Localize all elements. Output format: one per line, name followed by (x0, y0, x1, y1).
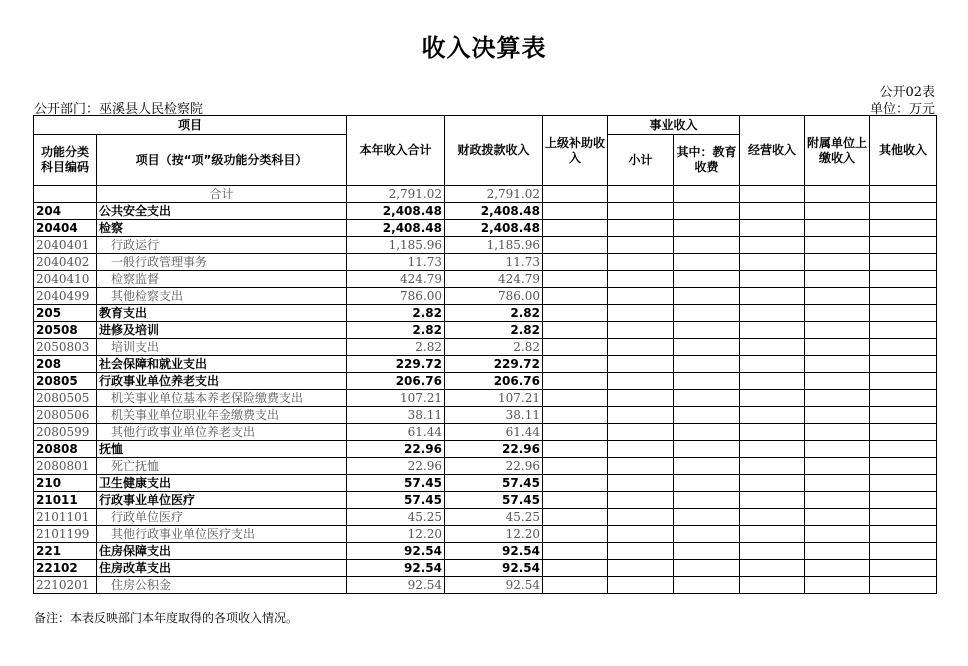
table-row (34, 339, 937, 356)
empty-cell (608, 271, 674, 288)
empty-cell (870, 237, 937, 254)
empty-cell (870, 390, 937, 407)
table-row (34, 356, 937, 373)
empty-cell (805, 492, 870, 509)
empty-cell (870, 254, 937, 271)
empty-cell (543, 526, 608, 543)
row-code: 221 (34, 543, 97, 560)
table-row (34, 441, 937, 458)
empty-cell (740, 407, 805, 424)
empty-cell (543, 475, 608, 492)
row-total-income: 2.82 (347, 322, 445, 339)
empty-cell (543, 543, 608, 560)
empty-cell (870, 475, 937, 492)
empty-cell (740, 441, 805, 458)
empty-cell (608, 560, 674, 577)
empty-cell (805, 373, 870, 390)
empty-cell (543, 424, 608, 441)
table-row (34, 577, 937, 594)
empty-cell (740, 475, 805, 492)
department-label: 公开部门：巫溪县人民检察院 (34, 102, 204, 117)
row-name: 机关事业单位职业年金缴费支出 (97, 407, 347, 424)
table-row (34, 322, 937, 339)
row-name: 住房公积金 (97, 577, 347, 594)
empty-cell (805, 560, 870, 577)
empty-cell (805, 271, 870, 288)
empty-cell (740, 390, 805, 407)
empty-cell (543, 407, 608, 424)
empty-cell (608, 339, 674, 356)
row-fiscal: 92.54 (445, 543, 543, 560)
page-title: 收入决算表 (421, 34, 547, 62)
empty-cell (740, 577, 805, 594)
empty-cell (870, 339, 937, 356)
empty-cell (543, 271, 608, 288)
header-fiscal: 财政拨款收入 (445, 116, 543, 186)
row-code: 2050803 (34, 339, 97, 356)
header-upper-subsidy: 上级补助收入 (543, 116, 608, 186)
empty-cell (870, 441, 937, 458)
empty-cell (543, 373, 608, 390)
table-row (34, 424, 937, 441)
row-total-income: 57.45 (347, 475, 445, 492)
empty-cell (674, 237, 740, 254)
row-total-income: 2,408.48 (347, 203, 445, 220)
row-total-income: 38.11 (347, 407, 445, 424)
empty-cell (740, 237, 805, 254)
row-total-income: 57.45 (347, 492, 445, 509)
row-code: 2080505 (34, 390, 97, 407)
empty-cell (608, 492, 674, 509)
empty-cell (805, 441, 870, 458)
row-name: 行政运行 (97, 237, 347, 254)
row-total-income: 22.96 (347, 458, 445, 475)
empty-cell (870, 220, 937, 237)
empty-cell (740, 305, 805, 322)
empty-cell (543, 237, 608, 254)
empty-cell (870, 577, 937, 594)
empty-cell (608, 220, 674, 237)
header-edu-fee: 其中：教育收费 (674, 135, 740, 186)
row-fiscal: 57.45 (445, 492, 543, 509)
empty-cell (674, 560, 740, 577)
row-total-income: 206.76 (347, 373, 445, 390)
empty-cell (805, 339, 870, 356)
row-code: 2101101 (34, 509, 97, 526)
empty-cell (543, 254, 608, 271)
row-code: 21011 (34, 492, 97, 509)
row-code: 2040402 (34, 254, 97, 271)
footnote: 备注：本表反映部门本年度取得的各项收入情况。 (34, 611, 299, 625)
empty-cell (870, 288, 937, 305)
empty-cell (870, 356, 937, 373)
table-row (34, 475, 937, 492)
empty-cell (674, 203, 740, 220)
table-row (34, 407, 937, 424)
row-total-income: 61.44 (347, 424, 445, 441)
row-name: 其他检察支出 (97, 288, 347, 305)
table-row (34, 543, 937, 560)
row-name: 抚恤 (97, 441, 347, 458)
row-code: 205 (34, 305, 97, 322)
empty-cell (674, 339, 740, 356)
empty-cell (543, 390, 608, 407)
table-row (34, 492, 937, 509)
row-total-income: 92.54 (347, 577, 445, 594)
row-total-income: 2.82 (347, 305, 445, 322)
row-fiscal: 206.76 (445, 373, 543, 390)
empty-cell (870, 543, 937, 560)
header-item-name: 项目（按“项”级功能分类科目） (97, 135, 347, 186)
row-code: 20808 (34, 441, 97, 458)
row-name: 检察 (97, 220, 347, 237)
empty-cell (608, 424, 674, 441)
row-total-income: 2,408.48 (347, 220, 445, 237)
empty-cell (870, 407, 937, 424)
empty-cell (608, 288, 674, 305)
row-fiscal: 107.21 (445, 390, 543, 407)
row-name: 社会保障和就业支出 (97, 356, 347, 373)
empty-cell (674, 322, 740, 339)
row-code: 208 (34, 356, 97, 373)
empty-cell (870, 373, 937, 390)
row-fiscal: 1,185.96 (445, 237, 543, 254)
empty-cell (870, 526, 937, 543)
row-total-income: 229.72 (347, 356, 445, 373)
total-fiscal-value: 2,791.02 (445, 186, 543, 203)
form-number: 公开02表 (879, 85, 935, 100)
empty-cell (805, 220, 870, 237)
row-fiscal: 61.44 (445, 424, 543, 441)
row-name: 机关事业单位基本养老保险缴费支出 (97, 390, 347, 407)
empty-cell (608, 390, 674, 407)
unit-label: 单位：万元 (869, 102, 935, 117)
empty-cell (543, 288, 608, 305)
table-row (34, 458, 937, 475)
empty-cell (870, 458, 937, 475)
row-name: 一般行政管理事务 (97, 254, 347, 271)
empty-cell (608, 237, 674, 254)
empty-cell (740, 458, 805, 475)
empty-cell (805, 407, 870, 424)
header-affiliate: 附属单位上缴收入 (805, 116, 870, 186)
table-row (34, 305, 937, 322)
empty-cell (805, 254, 870, 271)
empty-cell (805, 203, 870, 220)
table-row (34, 254, 937, 271)
total-label: 合计 (97, 186, 347, 203)
row-code: 22102 (34, 560, 97, 577)
empty-cell (805, 458, 870, 475)
row-code: 2080506 (34, 407, 97, 424)
empty-cell (870, 271, 937, 288)
total-income-value: 2,791.02 (347, 186, 445, 203)
table-row (34, 373, 937, 390)
header-career-income: 事业收入 (608, 116, 740, 135)
empty-cell (543, 339, 608, 356)
row-fiscal: 92.54 (445, 577, 543, 594)
empty-cell (805, 509, 870, 526)
empty-cell (674, 526, 740, 543)
header-business: 经营收入 (740, 116, 805, 186)
empty-cell (543, 305, 608, 322)
empty-cell (543, 356, 608, 373)
row-name: 公共安全支出 (97, 203, 347, 220)
row-fiscal: 12.20 (445, 526, 543, 543)
empty-cell (870, 322, 937, 339)
row-code: 2040401 (34, 237, 97, 254)
header-subtotal: 小计 (608, 135, 674, 186)
row-fiscal: 22.96 (445, 441, 543, 458)
empty-cell (740, 543, 805, 560)
empty-cell (674, 577, 740, 594)
empty-cell (608, 203, 674, 220)
header-other: 其他收入 (870, 116, 937, 186)
empty-cell (805, 424, 870, 441)
empty-cell (543, 220, 608, 237)
row-name: 行政单位医疗 (97, 509, 347, 526)
empty-cell (543, 492, 608, 509)
row-fiscal: 45.25 (445, 509, 543, 526)
empty-cell (805, 577, 870, 594)
empty-cell (740, 203, 805, 220)
row-fiscal: 2.82 (445, 322, 543, 339)
empty-cell (674, 305, 740, 322)
row-name: 其他行政事业单位医疗支出 (97, 526, 347, 543)
empty-cell (608, 543, 674, 560)
empty-cell (740, 560, 805, 577)
row-code: 20508 (34, 322, 97, 339)
row-name: 教育支出 (97, 305, 347, 322)
empty-cell (870, 509, 937, 526)
row-name: 死亡抚恤 (97, 458, 347, 475)
table-row (34, 220, 937, 237)
empty-cell (740, 254, 805, 271)
empty-cell (608, 373, 674, 390)
table-row (34, 203, 937, 220)
empty-cell (870, 305, 937, 322)
empty-cell (674, 458, 740, 475)
empty-cell (674, 288, 740, 305)
row-fiscal: 57.45 (445, 475, 543, 492)
empty-cell (870, 492, 937, 509)
empty-cell (608, 475, 674, 492)
empty-cell (608, 441, 674, 458)
empty-cell (740, 339, 805, 356)
row-total-income: 2.82 (347, 339, 445, 356)
row-code: 204 (34, 203, 97, 220)
table-row (34, 560, 937, 577)
empty-cell (740, 492, 805, 509)
empty-cell (608, 254, 674, 271)
empty-cell (740, 322, 805, 339)
empty-cell (740, 356, 805, 373)
empty-cell (805, 237, 870, 254)
header-total-income: 本年收入合计 (347, 116, 445, 186)
empty-cell (608, 356, 674, 373)
empty-cell (674, 220, 740, 237)
empty-cell (608, 526, 674, 543)
header-func-code: 功能分类科目编码 (34, 135, 97, 186)
row-name: 行政事业单位养老支出 (97, 373, 347, 390)
empty-cell (870, 560, 937, 577)
row-fiscal: 92.54 (445, 560, 543, 577)
empty-cell (608, 322, 674, 339)
empty-cell (608, 458, 674, 475)
empty-cell (740, 373, 805, 390)
empty-cell (543, 577, 608, 594)
empty-cell (805, 543, 870, 560)
row-total-income: 45.25 (347, 509, 445, 526)
empty-cell (674, 390, 740, 407)
table-row (34, 509, 937, 526)
empty-cell (674, 356, 740, 373)
empty-cell (674, 475, 740, 492)
row-total-income: 22.96 (347, 441, 445, 458)
row-total-income: 786.00 (347, 288, 445, 305)
row-fiscal: 2.82 (445, 305, 543, 322)
row-fiscal: 22.96 (445, 458, 543, 475)
empty-cell (674, 254, 740, 271)
empty-cell (608, 305, 674, 322)
row-name: 住房改革支出 (97, 560, 347, 577)
row-fiscal: 38.11 (445, 407, 543, 424)
row-total-income: 424.79 (347, 271, 445, 288)
empty-cell (805, 305, 870, 322)
empty-cell (740, 271, 805, 288)
row-fiscal: 2,408.48 (445, 220, 543, 237)
row-code: 2040499 (34, 288, 97, 305)
table-row (34, 288, 937, 305)
empty-cell (674, 492, 740, 509)
row-code: 2101199 (34, 526, 97, 543)
empty-cell (674, 407, 740, 424)
empty-cell (674, 509, 740, 526)
row-code: 20805 (34, 373, 97, 390)
row-fiscal: 229.72 (445, 356, 543, 373)
row-fiscal: 2,408.48 (445, 203, 543, 220)
empty-cell (674, 441, 740, 458)
row-name: 培训支出 (97, 339, 347, 356)
row-code: 20404 (34, 220, 97, 237)
row-total-income: 107.21 (347, 390, 445, 407)
empty-cell (543, 509, 608, 526)
table-row (34, 526, 937, 543)
income-table (33, 115, 937, 594)
header-project: 项目 (34, 116, 347, 135)
row-fiscal: 2.82 (445, 339, 543, 356)
row-code: 2210201 (34, 577, 97, 594)
empty-cell (805, 356, 870, 373)
empty-cell (740, 526, 805, 543)
empty-cell (805, 526, 870, 543)
row-total-income: 92.54 (347, 560, 445, 577)
total-row (34, 186, 937, 203)
empty-cell (543, 458, 608, 475)
row-name: 检察监督 (97, 271, 347, 288)
row-total-income: 92.54 (347, 543, 445, 560)
empty-cell (674, 424, 740, 441)
empty-cell (740, 424, 805, 441)
row-code: 2080801 (34, 458, 97, 475)
row-total-income: 11.73 (347, 254, 445, 271)
empty-cell (674, 271, 740, 288)
empty-cell (805, 475, 870, 492)
row-code: 2080599 (34, 424, 97, 441)
empty-cell (543, 441, 608, 458)
row-fiscal: 424.79 (445, 271, 543, 288)
empty-cell (608, 577, 674, 594)
empty-cell (805, 390, 870, 407)
row-fiscal: 11.73 (445, 254, 543, 271)
row-name: 行政事业单位医疗 (97, 492, 347, 509)
empty-cell (805, 322, 870, 339)
row-total-income: 1,185.96 (347, 237, 445, 254)
empty-cell (674, 543, 740, 560)
row-name: 卫生健康支出 (97, 475, 347, 492)
empty-cell (608, 407, 674, 424)
empty-cell (608, 509, 674, 526)
empty-cell (543, 322, 608, 339)
row-total-income: 12.20 (347, 526, 445, 543)
row-name: 住房保障支出 (97, 543, 347, 560)
empty-cell (870, 203, 937, 220)
empty-cell (740, 288, 805, 305)
empty-cell (870, 424, 937, 441)
empty-cell (543, 560, 608, 577)
table-row (34, 271, 937, 288)
empty-cell (740, 509, 805, 526)
empty-cell (805, 288, 870, 305)
empty-cell (674, 373, 740, 390)
row-code: 2040410 (34, 271, 97, 288)
row-fiscal: 786.00 (445, 288, 543, 305)
empty-cell (543, 203, 608, 220)
empty-cell (740, 220, 805, 237)
row-code: 210 (34, 475, 97, 492)
table-row (34, 390, 937, 407)
row-name: 进修及培训 (97, 322, 347, 339)
row-name: 其他行政事业单位养老支出 (97, 424, 347, 441)
table-row (34, 237, 937, 254)
